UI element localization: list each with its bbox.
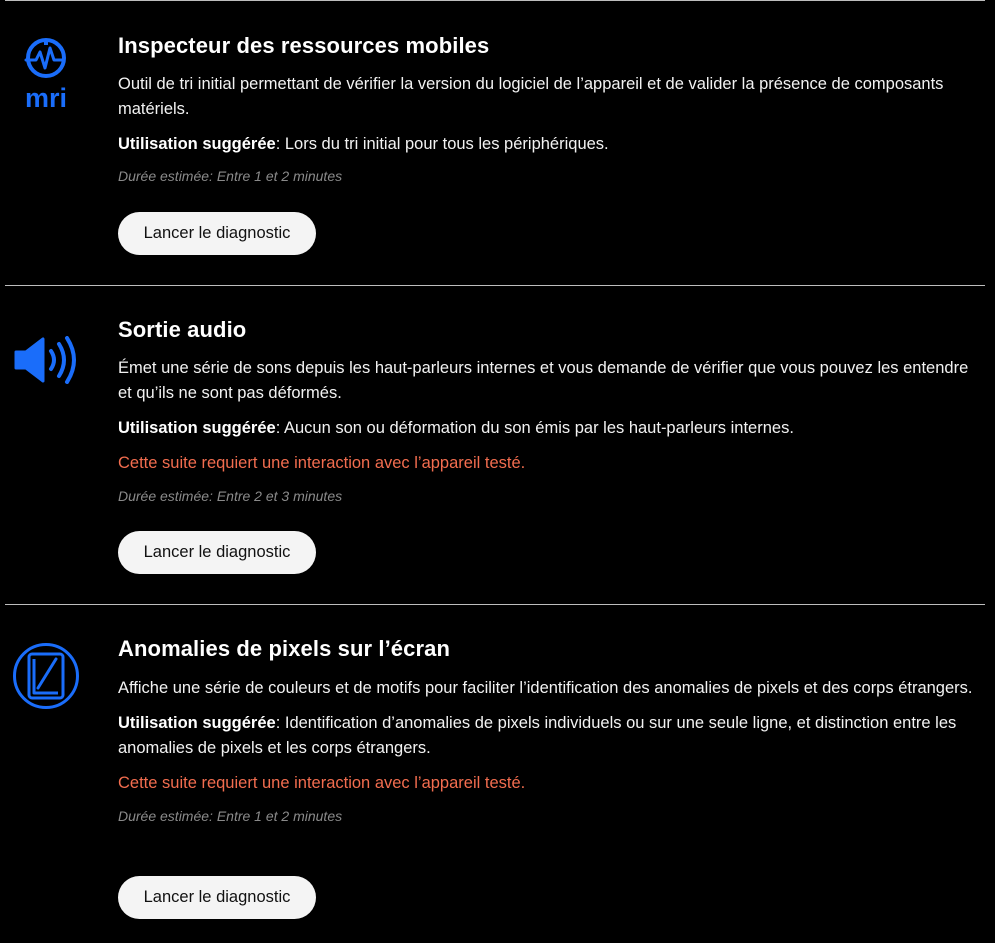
run-diagnostic-button[interactable]: Lancer le diagnostic	[118, 212, 316, 255]
mri-logo-text: mri	[24, 83, 68, 112]
section-title: Sortie audio	[118, 317, 247, 342]
section-title: Inspecteur des ressources mobiles	[118, 33, 490, 58]
section-title: Anomalies de pixels sur l’écran	[118, 636, 451, 661]
section-description: Outil de tri initial permettant de vérifier la version du logiciel de l’appareil et de valider la présence de composants matériels.	[118, 75, 944, 118]
estimated-duration: Durée estimée: Entre 2 et 3 minutes	[118, 488, 343, 504]
estimated-duration: Durée estimée: Entre 1 et 2 minutes	[118, 808, 343, 824]
suggested-usage-text: : Identification d’anomalies de pixels individuels ou sur une seule ligne, et distinction entre les anomalies de pixels et les corps étrangers.	[118, 714, 957, 757]
suggested-usage-label: Utilisation suggérée	[118, 135, 276, 153]
divider	[5, 285, 985, 286]
divider-top	[5, 0, 985, 1]
estimated-duration: Durée estimée: Entre 1 et 2 minutes	[118, 168, 343, 184]
section-description: Émet une série de sons depuis les haut-parleurs internes et vous demande de vérifier que vous pouvez les entendre et qu’ils ne sont pas déformés.	[118, 359, 969, 402]
section-description: Affiche une série de couleurs et de motifs pour faciliter l’identification des anomalies de pixels et des corps étrangers.	[118, 679, 973, 697]
mri-heartbeat-icon	[14, 38, 78, 117]
interaction-warning: Cette suite requiert une interaction avec l’appareil testé.	[118, 454, 526, 472]
suggested-usage-text: : Aucun son ou déformation du son émis par les haut-parleurs internes.	[275, 419, 794, 437]
divider	[5, 604, 985, 605]
suggested-usage-text: : Lors du tri initial pour tous les périphériques.	[275, 135, 609, 153]
speaker-volume-icon	[13, 336, 79, 389]
screen-pixel-icon	[12, 642, 80, 715]
suggested-usage-label: Utilisation suggérée	[118, 714, 276, 732]
run-diagnostic-button[interactable]: Lancer le diagnostic	[118, 876, 316, 919]
interaction-warning: Cette suite requiert une interaction avec l’appareil testé.	[118, 774, 526, 792]
suggested-usage	[118, 711, 980, 761]
suggested-usage	[118, 416, 980, 441]
suggested-usage	[118, 132, 980, 157]
suggested-usage-label: Utilisation suggérée	[118, 419, 276, 437]
run-diagnostic-button[interactable]: Lancer le diagnostic	[118, 531, 316, 574]
